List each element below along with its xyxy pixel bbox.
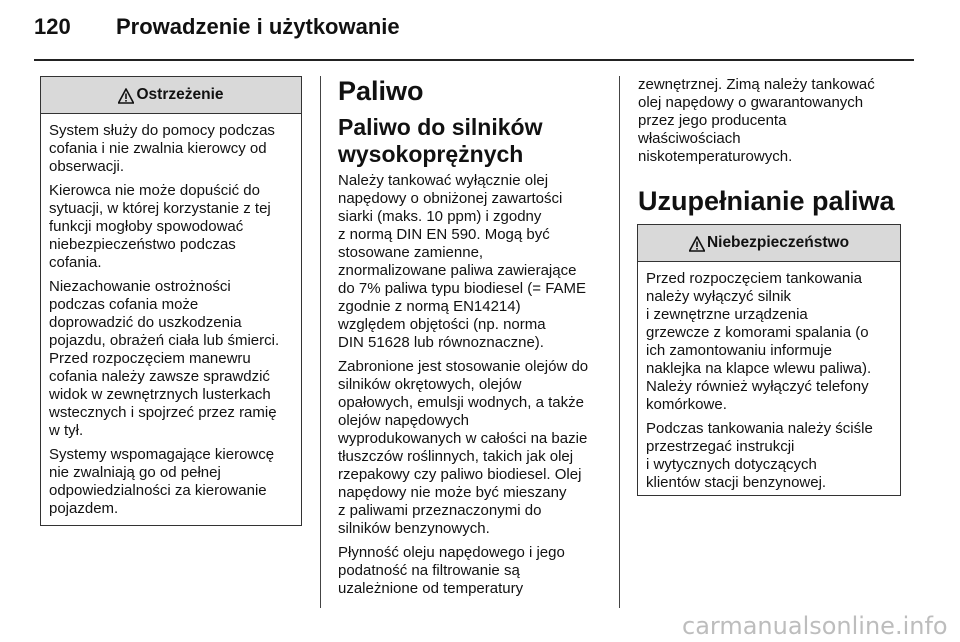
subheading-diesel-fuel: Paliwo do silników wysokoprężnych [338,114,543,167]
warning-paragraph: Systemy wspomagające kierowcę nie zwalniają go od pełnej odpowiedzialności za kierowanie pojazdem. [49,446,275,517]
column-divider-left [320,76,321,608]
body-paragraph: Należy tankować wyłącznie olej napędowy o obniżonej zawartości siarki (maks. 10 ppm) i zgodny z normą DIN EN 590. Mogą być stosowane zamienne, znormalizowane paliwa zawierające do 7% paliwa typu biodiesel (= FAME zgodnie z normą EN14214) względem objętości (np. norma DIN 51628 lub równoznaczne). [338,172,587,351]
danger-header [638,225,900,262]
danger-paragraph: Przed rozpoczęciem tankowania należy wyłączyć silnik i zewnętrzne urządzenia grzewcze z komorami spalania (o ich zamontowaniu informuje naklejka na klapce wlewu paliwa). Należy również wyłączyć telefony komórkowe. [646,270,872,413]
header-rule [34,59,914,61]
warning-triangle-icon [689,236,705,252]
section-title: Prowadzenie i użytkowanie [116,14,400,39]
danger-title: Niebezpieczeństwo [706,234,850,251]
warning-box-reversing [40,76,302,526]
warning-paragraph: Kierowca nie może dopuścić do sytuacji, w której korzystanie z tej funkcji mogłoby spowodować niebezpieczeństwo podczas cofania. [49,182,271,271]
body-paragraph: zewnętrznej. Zimą należy tankować olej napędowy o gwarantowanych przez jego producenta właściwościach niskotemperaturowych. [638,76,875,165]
body-paragraph: Zabronione jest stosowanie olejów do silników okrętowych, olejów opałowych, emulsji wodnych, a także olejów napędowych wyprodukowanych w całości na bazie tłuszczów roślinnych, takich jak olej rzepakowy czy paliwo biodiesel. Olej napędowy nie może być mieszany z paliwami przeznaczonymi do silników benzynowych. [338,358,589,537]
watermark: carmanualsonline.info [682,612,948,640]
heading-fuel: Paliwo [338,76,424,106]
warning-header [41,77,301,114]
warning-triangle-icon [118,88,134,104]
danger-paragraph: Podczas tankowania należy ściśle przestrzegać instrukcji i wytycznych dotyczących klientów stacji benzynowej. [646,420,873,491]
diesel-fuel-text [338,172,608,604]
page-header [34,14,914,44]
danger-body [638,262,900,504]
warning-title: Ostrzeżenie [136,86,224,103]
page-number: 120 [34,14,71,39]
body-paragraph: Płynność oleju napędowego i jego podatność na filtrowanie są uzależnione od temperatury [338,544,565,597]
danger-box-refuelling [637,224,901,496]
heading-refuelling: Uzupełnianie paliwa [638,186,895,216]
column-divider-right [619,76,620,608]
warning-body [41,114,301,530]
warning-paragraph: Niezachowanie ostrożności podczas cofania może doprowadzić do uszkodzenia pojazdu, obrażeń ciała lub śmierci. Przed rozpoczęciem manewru cofania należy zawsze sprawdzić widok w zewnętrznych lusterkach wstecznych i spojrzeć przez ramię w tył. [49,278,280,439]
diesel-fuel-text-continued [638,76,918,172]
warning-paragraph: System służy do pomocy podczas cofania i nie zwalnia kierowcy od obserwacji. [49,122,275,175]
